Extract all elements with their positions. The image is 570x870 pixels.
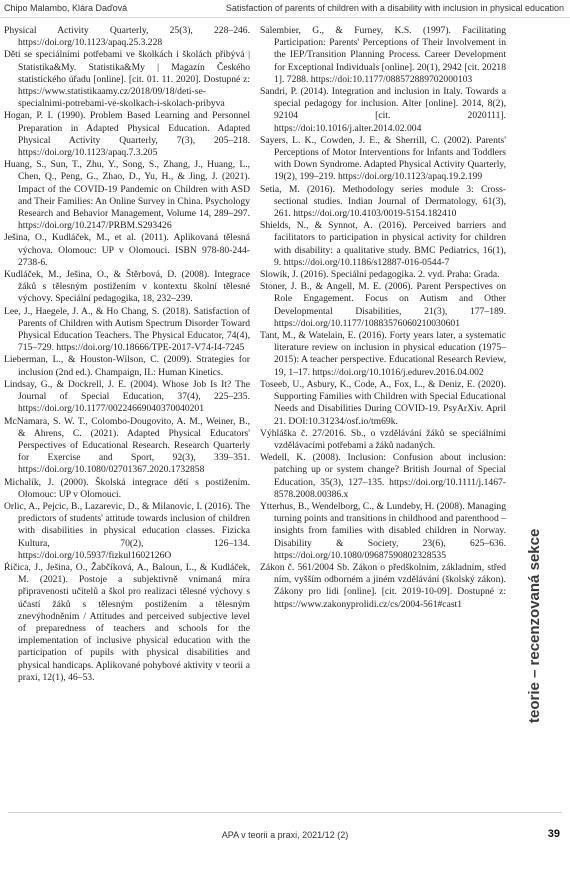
reference-entry: Setia, M. (2016). Methodology series module 3: Cross-sectional studies. Indian Journal of Dermatology, 61(3), 261. https://doi.org/10.4103/0019-5154.182410: [260, 183, 506, 220]
reference-entry: Ješina, O., Kudláček, M., et al. (2011). Aplikovaná tělesná výchova. Olomouc: UP v Olomouci. ISBN 978-80-244-2738-6.: [4, 232, 250, 268]
reference-entry: Kudláček, M., Ješina, O., & Štěrbová, D. (2008). Integrace žáků s tělesným postižením v kontextu školní tělesné výchovy. Speciální pedagogika, 18, 232–239.: [4, 269, 250, 305]
reference-entry: Lee, J., Haegele, J. A., & Ho Chang, S. (2018). Satisfaction of Parents of Children with Autism Spectrum Disorder Toward Physical Education Teachers. The Physical Educator, 74(4), 715–729. https://doi.org/10.18666/TPE-2017-V74-I4-7245: [4, 305, 250, 354]
reference-entry: Zákon č. 561/2004 Sb. Zákon o předškolním, základním, střed ním, vyšším odborném a jiném vzdělávání (školský zákon). Zákony pro lidi [online]. [cit. 2019-10-09]. Dostupné z: https://www.zakonyprolidi.cz/cs/2004-561#cast1: [260, 561, 506, 610]
page-footer: [0, 812, 570, 852]
reference-entry: McNamara, S. W. T., Colombo-Dougovito, A. M., Weiner, B., & Ahrens, C. (2021). Adapted Physical Educators' Perspectives of Educational Research. Research Quarterly for Exercise and Sport, 92(3), 339–351. https://doi.org/10.1080/02701367.2020.1732858: [4, 415, 250, 476]
reference-entry: Hogan, P. I. (1990). Problem Based Learning and Personnel Preparation in Adapted Physical Education. Adapted Physical Activity Quarterly, 7(3), 205–218. https://doi.org/10.1123/apaq.7.3.205: [4, 110, 250, 159]
side-label-text: teorie – recenzovaná sekce: [526, 528, 543, 723]
reference-entry: Michalík, J. (2000). Školská integrace dětí s postižením. Olomouc: UP v Olomouci.: [4, 476, 250, 500]
reference-entry: Slowík, J. (2016). Speciální pedagogika. 2. vyd. Praha: Grada.: [260, 269, 500, 281]
reference-entry: Wedell, K. (2008). Inclusion: Confusion about inclusion: patching up or system change? British Journal of Special Education, 35(3), 127–135. https://doi.org/10.1111/j.1467-8578.2008.00386.x: [260, 452, 506, 500]
references-right-column: [260, 25, 506, 611]
page-number: 39: [547, 828, 560, 840]
header-title: Satisfaction of parents of children with a disability with inclusion in physical education: [225, 3, 564, 13]
reference-entry: Toseeb, U., Asbury, K., Code, A., Fox, L., & Deniz, E. (2020). Supporting Families with Children with Special Educational Needs and Disabilities During COVID-19. PsyArXiv. April 21. DOI:10.31234/osf.io/tm69k.: [260, 378, 506, 427]
footer-divider: [8, 812, 562, 813]
running-header: [0, 0, 570, 18]
reference-entry: Děti se speciálními potřebami ve školkách i školách přibývá | Statistika&My. Statistika&My | Magazín Českého statistického úřadu [online]. [cit. 01. 11. 2020]. Dostupné z: https://www.statistikaamy.cz/2018/09/18/deti-se-specialnimi-potrebami-ve-skolkach-i-skolach-pribyva: [4, 49, 250, 110]
side-label-svg: [511, 465, 553, 725]
reference-entry: Ŕičica, J., Ješina, O., Žabčíková, A., Baloun, L., & Kudláček, M. (2021). Postoje a subjektivně vnímaná míra připravenosti učitelů a škol pro realizaci tělesné výchovy s účastí žáků s tělesným postižením a tělesným znevýhodněním / Attitudes and perceived subjective level of preparedness of teachers and schools for the implementation of inclusive physical education with the participation of pupils with physical disabilities and physical handicaps. Aplikované pohybové aktivity v teorii a praxi, 12(1), 46–53.: [4, 561, 250, 683]
reference-entry: Stoner, J. B., & Angell, M. E. (2006). Parent Perspectives on Role Engagement. Focus on Autism and Other Developmental Disabilities, 21(3), 177–189. https://doi.org/10.1177/10883576060210030601: [260, 281, 506, 329]
reference-entry: Orlic, A., Pejcic, B., Lazarevic, D., & Milanovic, I. (2016). The predictors of students' attitude towards inclusion of children with disabilities in physical education classes. Fizicka Kultura, 70(2), 126–134. https://doi.org/10.5937/fizkul1602126O: [4, 500, 250, 561]
reference-entry: Lieberman, L., & Houston-Wilson, C. (2009). Strategies for inclusion (2nd ed.). Champaign, IL: Human Kinetics.: [4, 354, 250, 378]
reference-entry: Physical Activity Quarterly, 25(3), 228–246. https://doi.org/10.1123/apaq.25.3.228: [4, 25, 250, 49]
reference-entry: Salembier, G., & Furney, K.S. (1997). Facilitating Participation: Parents' Perceptions of Their Involvement in the IEP/Transition Planning Process. Career Development for Exceptional Individuals [online]. 20(1), 2942 [cit. 20218 1]. 7288. https://doi:10.1177/088572889702000103: [260, 25, 506, 85]
footer-journal: APA v teorii a praxi, 2021/12 (2): [221, 830, 349, 840]
header-authors: Chipo Malambo, Klára Daďová: [4, 3, 128, 13]
reference-entry: Sayers, L. K., Cowden, J. E., & Sherrill, C. (2002). Parents' Perceptions of Motor Interventions for Infants and Toddlers with Down Syndrome. Adapted Physical Activity Quarterly, 19(2), 199–219. https://doi.org/10.1123/apaq.19.2.199: [260, 134, 506, 183]
reference-entry: Shields, N., & Synnot, A. (2016). Perceived barriers and facilitators to participation in physical activity for children with disability: a qualitative study. BMC Pediatrics, 16(1), 9. https://doi.org/10.1186/s12887-016-0544-7: [260, 220, 506, 268]
reference-entry: Ytterhus, B., Wendelborg, C., & Lundeby, H. (2008). Managing turning points and transitions in childhood and parenthood – insights from families with disabled children in Norway. Disability & Society, 23(6), 625–636. https://doi.org/10.1080/09687590802328535: [260, 500, 506, 561]
reference-entry: Výhláška č. 27/2016. Sb., o vzdělávání žáků se speciálními vzdělávacími potřebami a žáků nadaných.: [260, 427, 506, 451]
reference-entry: Tant, M., & Watelain, E. (2016). Forty years later, a systematic literature review on inclusion in physical education (1975–2015): A teacher perspective. Educational Research Review, 19, 1–17. https://doi.org/10.1016/j.edurev.2016.04.002: [260, 330, 506, 378]
section-side-label: [511, 465, 553, 725]
reference-entry: Sandri, P. (2014). Integration and inclusion in Italy. Towards a special pedagogy for inclusion. Alter [online]. 2014, 8(2), 92104 [cit. 2020111]. https://doi:10.1016/j.alter.2014.02.004: [260, 86, 506, 134]
references-left-column: [4, 25, 250, 684]
reference-entry: Huang, S., Sun, T., Zhu, Y., Song, S., Zhang, J., Huang, L., Chen, Q., Peng, G., Zhao, D., Yu, H., & Jing, J. (2021). Impact of the COVID-19 Pandemic on Children with ASD and Their Families: An Online Survey in China. Psychology Research and Behavior Management, Volume 14, 289–297. https://doi.org/10.2147/PRBM.S293426: [4, 159, 250, 232]
reference-entry: Lindsay, G., & Dockrell, J. E. (2004). Whose Job Is It? The Journal of Special Education, 37(4), 225–235. https://doi.org/10.1177/00224669040370040201: [4, 378, 250, 415]
